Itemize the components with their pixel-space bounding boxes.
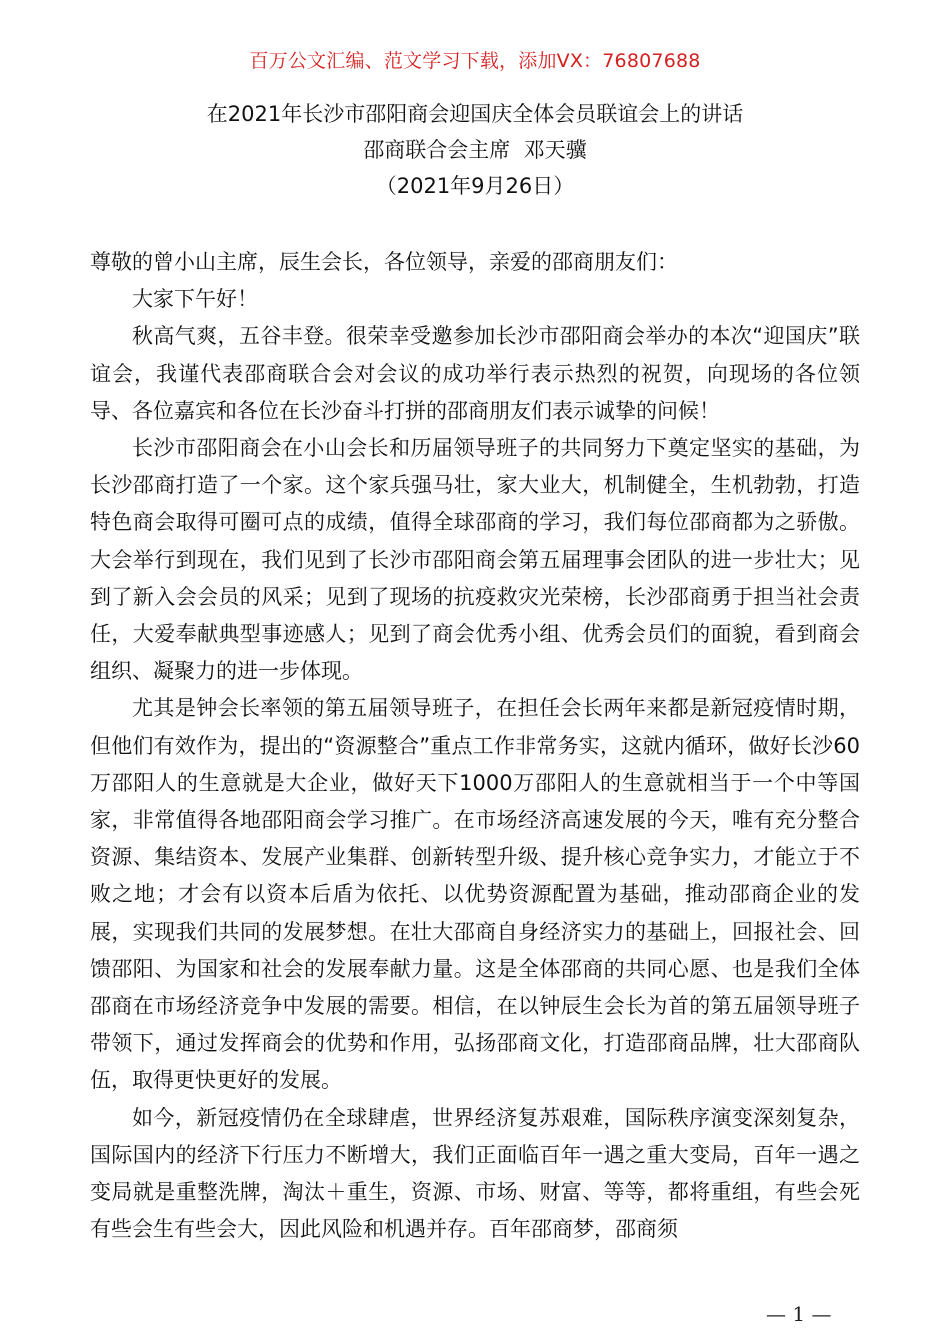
header-banner: 百万公文汇编、范文学习下载，添加VX：76807688 — [249, 50, 701, 72]
paragraph-3: 尤其是钟会长率领的第五届领导班子，在担任会长两年来都是新冠疫情时期，但他们有效作为，提出的“资源整合”重点工作非常务实，这就内循环，做好长沙60万邵阳人的生意就是大企业，做好天下1000万邵阳人的生意就相当于一个中等国家，非常值得各地邵阳商会学习推广。在市场经济高速发展的今天，唯有充分整合资源、集结资本、发展产业集群、创新转型升级、提升核心竞争实力，才能立于不败之地；才会有以资本后盾为依托、以优势资源配置为基础，推动邵商企业的发展，实现我们共同的发展梦想。在壮大邵商自身经济实力的基础上，回报社会、回馈邵阳、为国家和社会的发展奉献力量。这是全体邵商的共同心愿、也是我们全体邵商在市场经济竞争中发展的需要。相信，在以钟辰生会长为首的第五届领导班子带领下，通过发挥商会的优势和作用，弘扬邵商文化，打造邵商品牌，壮大邵商队伍，取得更快更好的发展。 — [90, 696, 860, 1093]
paragraph-4: 如今，新冠疫情仍在全球肆虐，世界经济复苏艰难，国际秩序演变深刻复杂，国际国内的经济下行压力不断增大，我们正面临百年一遇之重大变局，百年一遇之变局就是重整洗牌，淘汰＋重生，资源、市场、财富、等等，都将重组，有些会死有些会生有些会大，因此风险和机遇并存。百年邵商梦，邵商须 — [90, 1105, 860, 1242]
speech-body — [90, 244, 860, 1248]
document-heading — [0, 96, 950, 204]
paragraph-greeting: 大家下午好！ — [132, 287, 258, 312]
page-number: — 1 — — [766, 1302, 832, 1326]
paragraph-2: 长沙市邵阳商会在小山会长和历届领导班子的共同努力下奠定坚实的基础，为长沙邵商打造了一个家。这个家兵强马壮，家大业大，机制健全，生机勃勃，打造特色商会取得可圈可点的成绩，值得全球邵商的学习，我们每位邵商都为之骄傲。大会举行到现在，我们见到了长沙市邵阳商会第五届理事会团队的进一步壮大；见到了新入会会员的风采；见到了现场的抗疫救灾光荣榜，长沙邵商勇于担当社会责任，大爱奉献典型事迹感人；见到了商会优秀小组、优秀会员们的面貌，看到商会组织、凝聚力的进一步体现。 — [90, 436, 860, 684]
document-title: 在2021年长沙市邵阳商会迎国庆全体会员联谊会上的讲话 — [206, 102, 744, 126]
salutation: 尊敬的曾小山主席，辰生会长，各位领导，亲爱的邵商朋友们： — [90, 250, 678, 274]
paragraph-1: 秋高气爽，五谷丰登。很荣幸受邀参加长沙市邵阳商会举办的本次“迎国庆”联谊会，我谨代表邵商联合会对会议的成功举行表示热烈的祝贺，向现场的各位领导、各位嘉宾和各位在长沙奋斗打拼的邵商朋友们表示诚挚的问候！ — [90, 324, 860, 423]
date-line: （2021年9月26日） — [375, 174, 575, 198]
speaker-line: 邵商联合会主席 邓天骥 — [363, 138, 587, 162]
